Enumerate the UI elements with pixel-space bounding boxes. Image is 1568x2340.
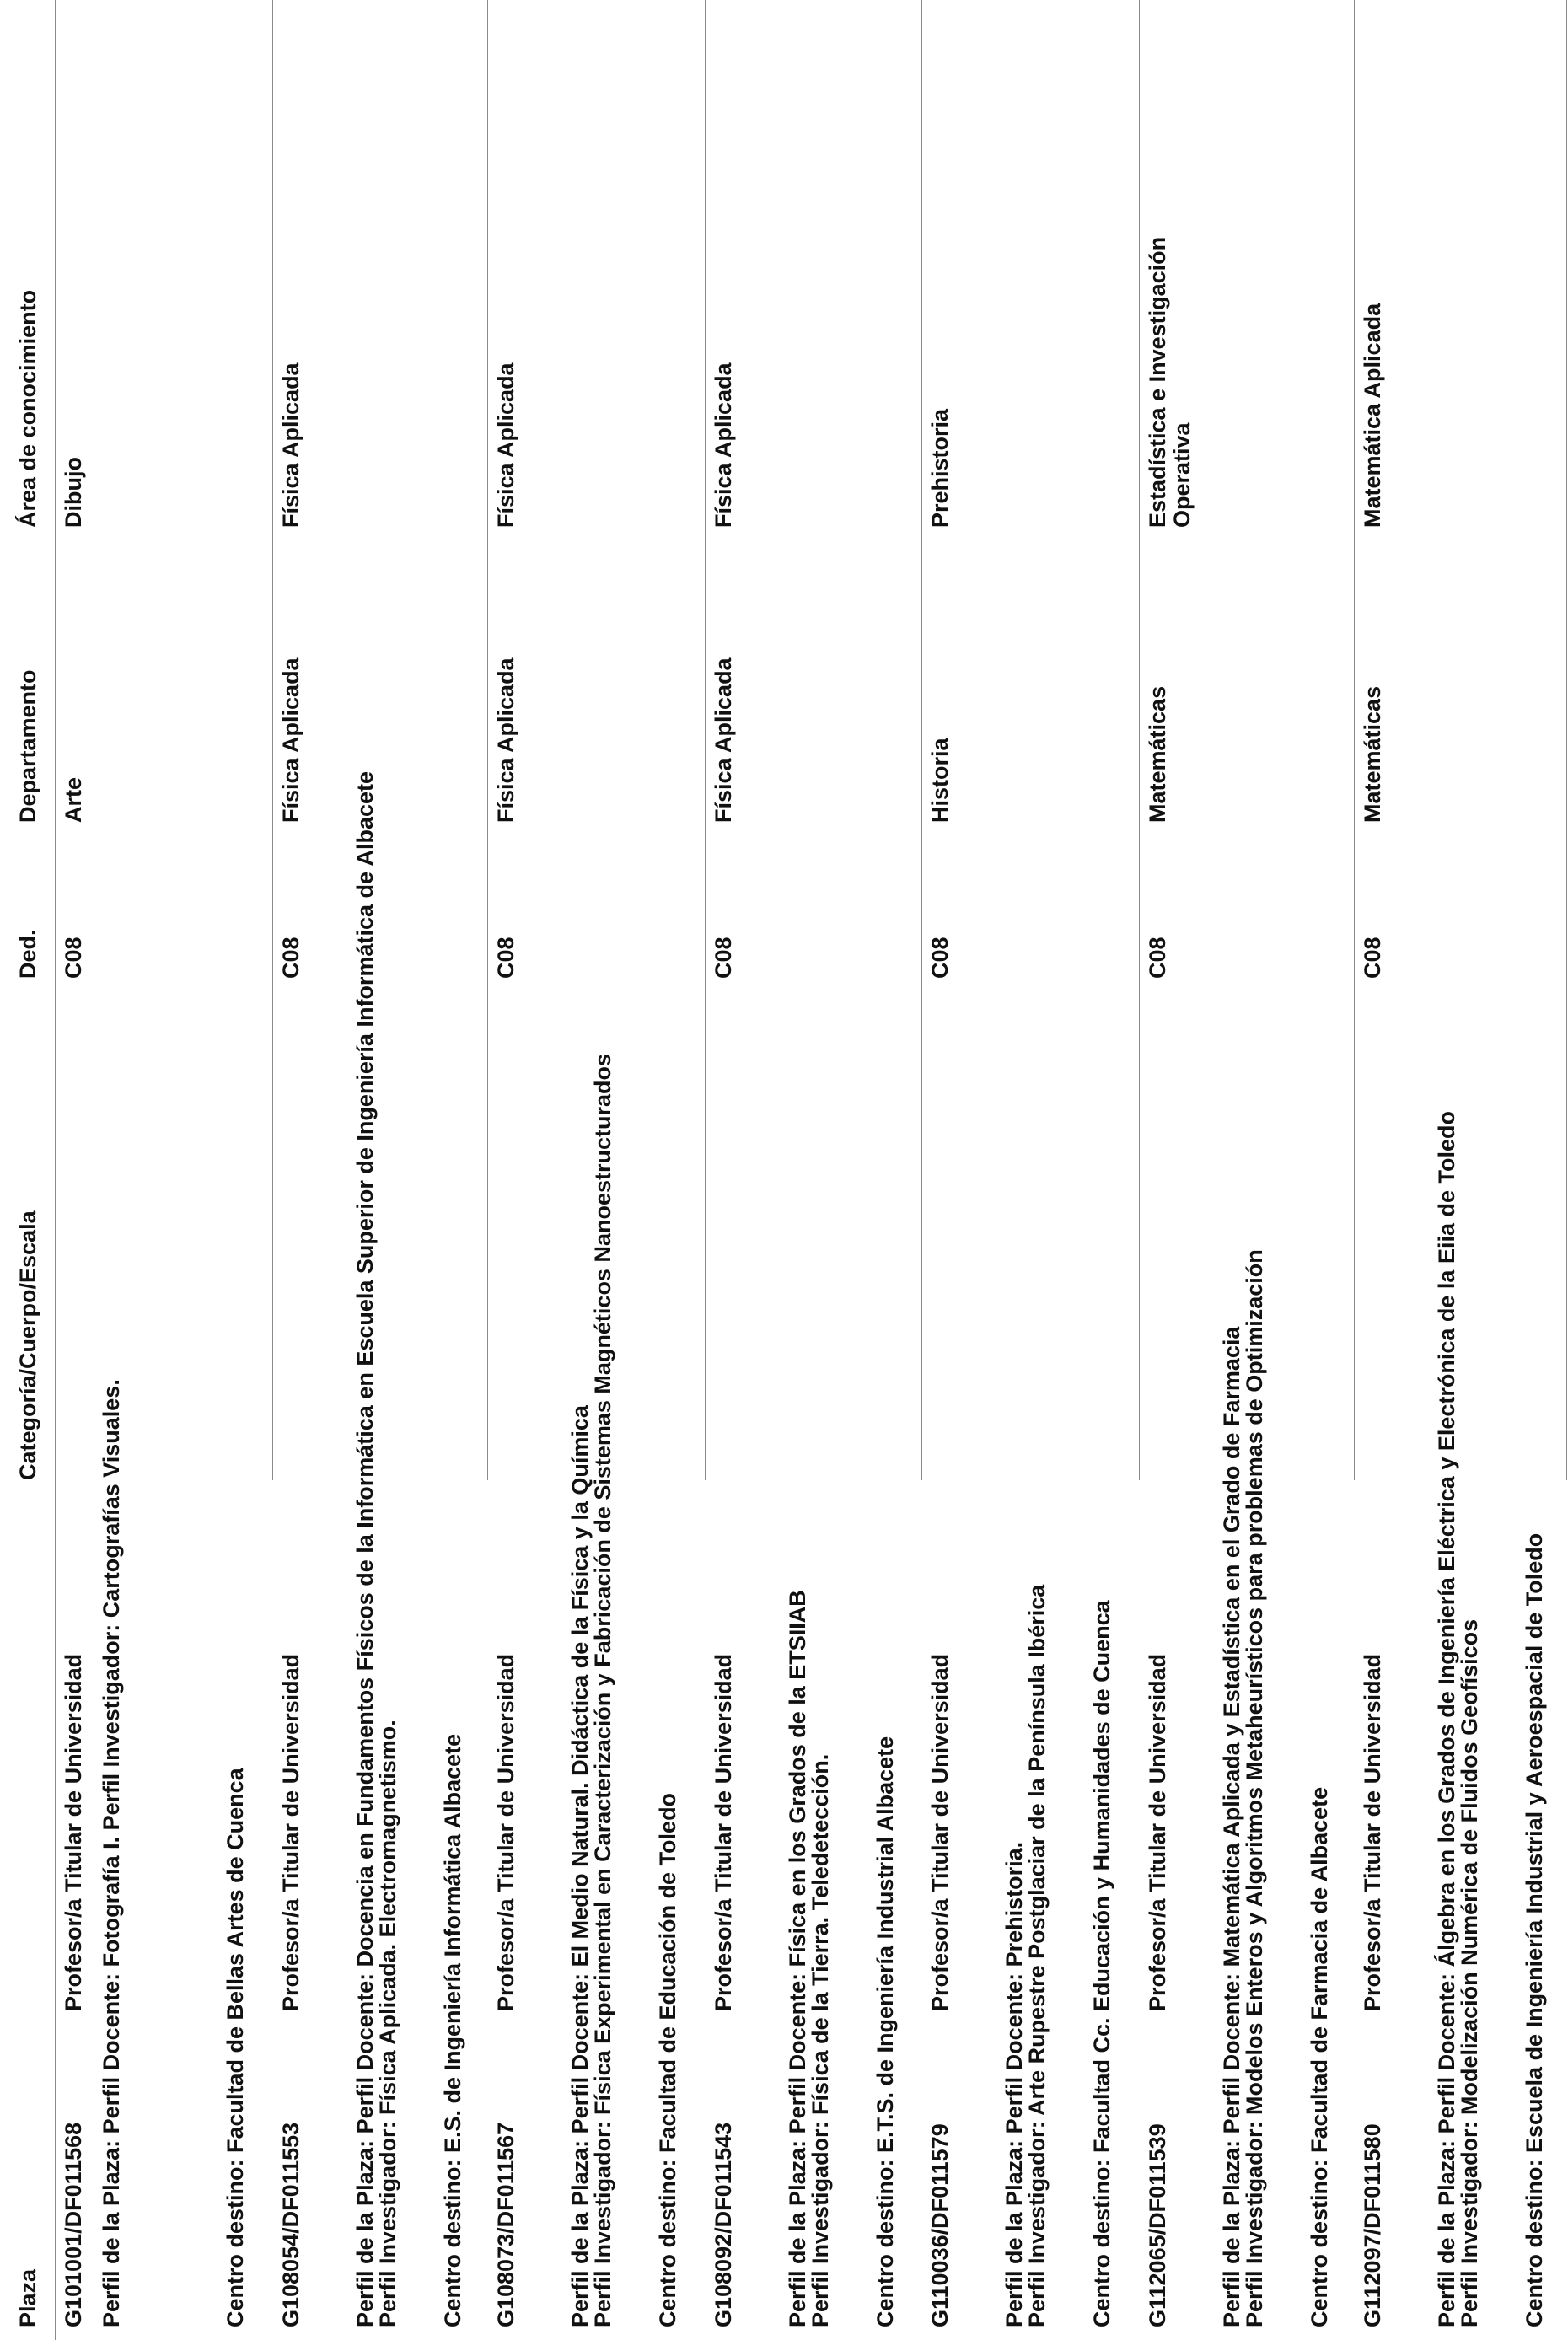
plaza-code: G112097/DF011580 [1360,2123,1385,2327]
area-cell: Estadística e Investigación [1145,236,1170,528]
row-divider [705,0,706,1480]
row-divider [921,0,922,1480]
plaza-code: G108073/DF011567 [493,2122,518,2327]
centro-destino: Centro destino: E.T.S. de Ingeniería Industrial Albacete [873,1736,898,2327]
ded-cell: C08 [61,937,86,979]
area-cell: Física Aplicada [493,362,518,528]
perfil-line: Perfil Investigador: Arte Rupestre Postglaciar de la Península Ibérica [1024,1584,1050,2327]
row-divider [1354,0,1355,1480]
ded-cell: C08 [927,937,953,979]
departamento-cell: Matemáticas [1145,685,1170,823]
plaza-code: G112065/DF011539 [1145,2123,1170,2327]
header-ded: Ded. [15,929,40,979]
plaza-code: G110036/DF011579 [927,2123,953,2327]
row-divider [272,0,273,1480]
departamento-cell: Historia [927,738,953,823]
departamento-cell: Física Aplicada [493,657,518,823]
perfil-line: Perfil de la Plaza: Perfil Docente: El Medio Natural. Didáctica de la Física y la Química [567,1405,593,2327]
perfil-line: Perfil Investigador: Modelización Numérica de Fluidos Geofísicos [1457,1618,1482,2327]
categoria-cell: Profesor/a Titular de Universidad [278,1653,303,2011]
perfil-line: Perfil de la Plaza: Perfil Docente: Matemática Aplicada y Estadística en el Grado de Farmacia [1219,1326,1244,2327]
ded-cell: C08 [278,937,303,979]
perfil-line: Perfil Investigador: Física Aplicada. Electromagnetismo. [375,1720,400,2327]
perfil-line: Perfil de la Plaza: Perfil Docente: Álgebra en los Grados de Ingeniería Eléctrica y Electrónica de la Eiia de Toledo [1434,1111,1459,2327]
row-divider [1566,0,1567,1480]
categoria-cell: Profesor/a Titular de Universidad [1145,1653,1170,2011]
perfil-line: Perfil de la Plaza: Perfil Docente: Prehistoria. [1001,1841,1027,2327]
area-cell: Prehistoria [927,408,953,528]
categoria-cell: Profesor/a Titular de Universidad [61,1653,86,2011]
ded-cell: C08 [1145,937,1170,979]
area-cell: Matemática Aplicada [1360,303,1385,528]
ded-cell: C08 [711,937,736,979]
row-divider [1139,0,1140,1480]
ded-cell: C08 [1360,937,1385,979]
perfil-line: Perfil Investigador: Modelos Enteros y Algoritmos Metaheurísticos para problemas de Optimización [1242,1249,1267,2327]
area-cell: Operativa [1169,422,1195,528]
categoria-cell: Profesor/a Titular de Universidad [1360,1653,1385,2011]
centro-destino: Centro destino: Facultad de Bellas Artes de Cuenca [223,1768,248,2327]
row-divider [55,0,56,2340]
ded-cell: C08 [493,937,518,979]
header-categoria: Categoría/Cuerpo/Escala [15,1210,40,1480]
centro-destino: Centro destino: Facultad de Educación de Toledo [655,1792,680,2327]
departamento-cell: Física Aplicada [278,657,303,823]
area-cell: Dibujo [61,457,86,528]
area-cell: Física Aplicada [711,362,736,528]
header-departamento: Departamento [15,669,40,823]
departamento-cell: Arte [61,776,86,823]
perfil-line: Perfil Investigador: Física Experimental en Caracterización y Fabricación de Sistemas Magnéticos Nanoestructurados [590,1054,615,2327]
centro-destino: Centro destino: Facultad Cc. Educación y Humanidades de Cuenca [1089,1600,1114,2327]
centro-destino: Centro destino: Escuela de Ingeniería Industrial y Aeroespacial de Toledo [1522,1532,1547,2327]
area-cell: Física Aplicada [278,362,303,528]
plaza-code: G108092/DF011543 [711,2122,736,2327]
perfil-line: Perfil Investigador: Física de la Tierra. Teledetección. [808,1753,833,2327]
plaza-code: G101001/DF011568 [61,2122,86,2327]
centro-destino: Centro destino: E.S. de Ingeniería Informática Albacete [440,1733,465,2327]
row-divider [487,0,488,1480]
perfil-line: Perfil de la Plaza: Perfil Docente: Docencia en Fundamentos Físicos de la Informática en Escuela Superior de Ingeniería Informática de Albacete [352,770,378,2327]
categoria-cell: Profesor/a Titular de Universidad [927,1653,953,2011]
departamento-cell: Física Aplicada [711,657,736,823]
departamento-cell: Matemáticas [1360,685,1385,823]
plaza-code: G108054/DF011553 [278,2122,303,2327]
perfil-line: Perfil de la Plaza: Perfil Docente: Fotografía I. Perfil Investigador: Cartografías Visuales. [99,1379,124,2327]
perfil-line: Perfil de la Plaza: Perfil Docente: Física en los Grados de la ETSIIAB [785,1590,810,2327]
categoria-cell: Profesor/a Titular de Universidad [493,1653,518,2011]
header-plaza: Plaza [15,2268,40,2327]
header-area: Área de conocimiento [15,289,40,528]
categoria-cell: Profesor/a Titular de Universidad [711,1653,736,2011]
centro-destino: Centro destino: Facultad de Farmacia de Albacete [1307,1786,1332,2327]
